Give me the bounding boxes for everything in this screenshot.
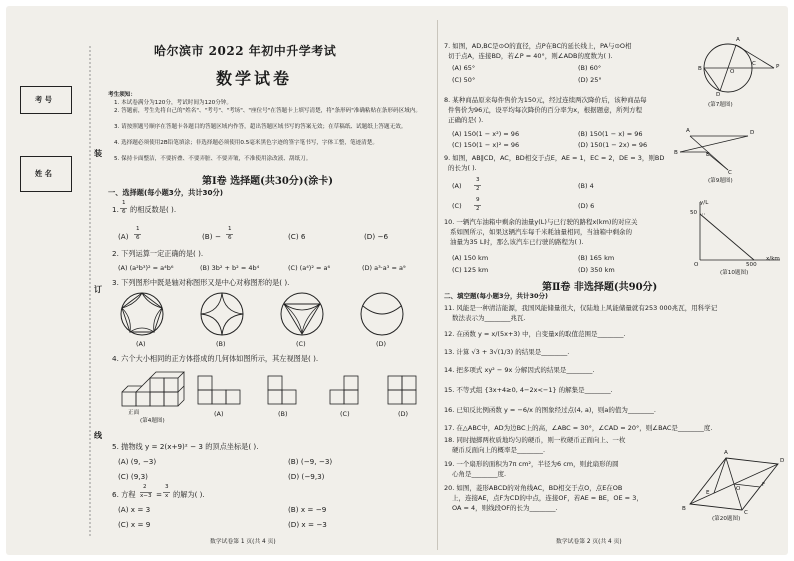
- q6-stem-post: 的解为( ).: [173, 490, 205, 499]
- q9-point-d: D: [750, 130, 755, 136]
- q12: 12. 在函数 y = x/(5x+3) 中，自变量x的取值范围是________.: [444, 330, 626, 338]
- q9-point-c: C: [728, 170, 732, 176]
- q4-label-b[interactable]: (B): [278, 410, 288, 418]
- q20-fig-label: (第20题图): [712, 516, 741, 522]
- q10-y-tick: 50: [690, 210, 698, 216]
- q20-point-o: O: [736, 486, 741, 492]
- part1-title: 第Ⅰ卷 选择题(共30分)(涂卡): [202, 176, 334, 187]
- q10-x-tick: 500: [746, 262, 757, 268]
- q8-stem-line1: 8. 某种商品原来每件售价为150元，经过连续两次降价后，该种商品每: [444, 96, 647, 104]
- note-line: 3. 请按照题号顺序在答题卡各题目的答题区域内作答，超出答题区域书写的答案无效；在草稿纸、试题纸上答题无效。: [114, 124, 407, 130]
- q8-option-c[interactable]: (C) 150(1 − x)² = 96: [452, 141, 520, 149]
- q4-fig-label: (第4题图): [140, 418, 165, 424]
- exam-number-label: 考 号: [35, 95, 52, 104]
- q7-point-a: A: [736, 37, 740, 43]
- q10-option-d[interactable]: (D) 350 km: [578, 266, 615, 274]
- frac-num: 1: [136, 226, 140, 232]
- q7-point-b: B: [698, 66, 702, 72]
- binding-char-3: 线: [94, 431, 102, 440]
- q1-stem-text: 的相反数是( ).: [130, 205, 177, 214]
- q9-option-c[interactable]: (C): [452, 202, 462, 210]
- q19-line2: 心角是________度.: [452, 470, 507, 478]
- part2-title: 第Ⅱ卷 非选择题(共90分): [542, 282, 658, 293]
- frac-num: 9: [476, 197, 480, 203]
- q4-figures: [118, 368, 428, 416]
- q20-line1: 20. 如图，菱形ABCD的对角线AC，BD相交于点O，点E在OB: [444, 484, 623, 492]
- note-line: 2. 答题前，考生先将自己的"姓名"、"考号"、"考场"、"座位号"在答题卡上填写清楚，将"条形码"准确粘贴在条形码区域内。: [114, 108, 421, 114]
- q10-stem-line2: 系如图所示，如果这辆汽车每千米耗油量相同，当油箱中剩余的: [450, 228, 632, 236]
- q10-origin: O: [694, 262, 699, 268]
- q20-point-f: F: [762, 482, 766, 488]
- q10-stem-line3: 油量为35 L时，那么该汽车已行驶的路程为( ).: [450, 238, 584, 246]
- frac-den: 2: [476, 186, 480, 192]
- q4-view-c: [330, 376, 358, 404]
- q1-option-d[interactable]: (D) −6: [364, 232, 389, 241]
- q6-option-a[interactable]: (A) x = 3: [118, 505, 151, 514]
- q7-point-d: D: [716, 92, 721, 98]
- q7-option-c[interactable]: (C) 50°: [452, 76, 476, 84]
- q8-option-a[interactable]: (A) 150(1 − x²) = 96: [452, 130, 520, 138]
- frac-num: 3: [476, 177, 480, 183]
- q4-front-label: 正面: [128, 410, 140, 416]
- q5-option-b[interactable]: (B) (−9, −3): [288, 457, 333, 466]
- q18-line1: 18. 同时抛掷两枚质地均匀的硬币，则一枚硬币正面向上、一枚: [444, 436, 626, 444]
- q4-stem: 4. 六个大小相同的正方体搭成的几何体如图所示，其左视图是( ).: [112, 354, 319, 363]
- q16: 16. 已知反比例函数 y = −6/x 的图象经过点(4, a)，则a的值为________.: [444, 406, 656, 414]
- q6-option-b[interactable]: (B) x = −9: [288, 505, 327, 514]
- q5-stem: 5. 抛物线 y = 2(x+9)² − 3 的顶点坐标是( ).: [112, 442, 259, 451]
- q3-label-c[interactable]: (C): [296, 340, 306, 348]
- binding-char-1: 装: [94, 149, 102, 158]
- part1-section: 一、选择题(每小题3分，共计30分): [108, 188, 224, 197]
- frac-num: 2: [143, 484, 147, 490]
- q7-stem-line1: 7. 如图，AD,BC是⊙O的直径，点P在BC的延长线上，PA与⊙O相: [444, 42, 632, 50]
- q20-point-b: B: [682, 506, 686, 512]
- q8-option-b[interactable]: (B) 150(1 − x) = 96: [578, 130, 643, 138]
- q10-fig-label: (第10题图): [720, 270, 749, 276]
- q18-line2: 硬币反面向上的概率是________.: [452, 446, 546, 454]
- q15: 15. 不等式组 {3x+4≥0, 4−2x<−1} 的解集是________.: [444, 386, 613, 394]
- q11-line2: 数法表示为________兆瓦.: [452, 314, 526, 322]
- exam-subtitle: 数学试卷: [216, 69, 293, 88]
- q9-fig-label: (第9题图): [708, 178, 733, 184]
- q3-stem: 3. 下列图形中既是轴对称图形又是中心对称图形的是( ).: [112, 278, 290, 287]
- q1-option-a[interactable]: (A): [118, 232, 129, 241]
- q9-option-a[interactable]: (A): [452, 182, 462, 190]
- q3-figure-c: [281, 293, 323, 335]
- q2-option-b[interactable]: (B) 3b² + b² = 4b⁴: [200, 264, 260, 272]
- q3-figure-d: [361, 293, 403, 335]
- note-line: 4. 选择题必须使用2B铅笔填涂；非选择题必须使用0.5毫米黑色字迹的签字笔书写，字体工整，笔迹清楚。: [114, 140, 378, 146]
- q20-point-d: D: [780, 458, 785, 464]
- q14: 14. 把多项式 xy² − 9x 分解因式的结果是________.: [444, 366, 595, 374]
- q9-point-e: E: [706, 152, 710, 158]
- q2-stem: 2. 下列运算一定正确的是( ).: [112, 249, 204, 258]
- q5-option-a[interactable]: (A) (9, −3): [118, 457, 157, 466]
- q4-label-a[interactable]: (A): [214, 410, 224, 418]
- q10-option-a[interactable]: (A) 150 km: [452, 254, 489, 262]
- q6-option-c[interactable]: (C) x = 9: [118, 520, 151, 529]
- q9-stem-line1: 9. 如图，AB∥CD，AC，BD相交于点E，AE = 1，EC = 2，DE = 3，则BD: [444, 154, 665, 162]
- exam-sheet: 考 号 姓 名 装 订 线 哈尔滨市 2022 年初中升学考试 数学试卷 考生须知： 1. 本试卷满分为120分，考试时间为120分钟。 2. 答题前，考生先将自己的"姓名"、"考号"、"考场"、"座位号"在答题卡上填写清楚，将"条形码"准确粘贴在条形码区域内。 3. 请按照题号顺序在答题卡各题目的答题区域内作答，超出答题区域书写的答案无效；在草稿纸、试题纸上答题无效。 4. 选择题必须使用2B铅笔填涂；非选择题必须使用0.5毫米黑色字迹的签字笔书写，字体工整，笔迹清楚。 5. 保持卡面整洁，不要折叠、不要弄脏、不要弄皱，不准使用涂改液、刮纸刀。 第Ⅰ卷 选择题(共30分)(涂卡) 一、选择题(每小题3分，共计30分) 1. 1 6 的相反数是( ). (A) 1 6 (B) − 1 6 (C) 6 (D) −6 2. 下列运算一定正确的是( ). (A) (a²b³)² = a⁴b⁶ (B) 3b² + b² = 4b⁴ (C) (a⁴)² = a⁶ (D) a³·a³ = a⁹ 3. 下列图形中既是轴对称图形又是中心对称图形的是( ). (A) (B) (C) (D) 4. 六个大小相同的正方体搭成的几何体如图所示，其左视图是( ). 正面 (第4题图) (A) (B) (C) (D) 5. 抛物线 y = 2(x+9)² − 3 的顶点坐标是( ). (A) (9, −3) (B) (−9, −3) (C) (9,3) (D) (−9,3) 6. 方程 2 x−3 = 3 x 的解为( ). (A) x = 3 (B) x = −9 (C) x = 9 (D) x = −3 数学试卷第 1 页(共 4 页) 7. 如图，AD,BC是⊙O的直径，点P在BC的延长线上，PA与⊙O相 切于点A，连接BD，若∠P = 40°，则∠ADB的度数为( ). (A) 65° (B) 60° (C) 50° (D) 25° A B C D O P (第7题图) 8. 某种商品原来每件售价为150元，经过连续两次降价后，该种商品每 件售价为96元，设平均每次降价的百分率为x，根据题意，所列方程 正确的是( ). (A) 150(1 − x²) = 96 (B) 150(1 − x) = 96 (C) 150(1 − x)² = 96 (D) 150(1 − 2x) = 96 A B C D E (第9题图) 9. 如图，AB∥CD，AC，BD相交于点E，AE = 1，EC = 2，DE = 3，则BD 的长为( ). (A) 3 2 (B) 4 (C) 9 2 (D) 6 10. 一辆汽车油箱中剩余的油量y(L)与已行驶的路程x(km)的对应关 系如图所示，如果这辆汽车每千米耗油量相同，当油箱中剩余的 油量为35 L时，那么该汽车已行驶的路程为( ). (A) 150 km (B) 165 km (C) 125 km (D) 350 km y/L 50 O 500 x/km (第10题图) 第Ⅱ卷 非选择题(共90分) 二、填空题(每小题3分，共计30分) 11. 风能是一种清洁能源，我国风能储量很大，仅陆地上风能储量就有253 000兆瓦，用科学记 数法表示为________兆瓦. 12. 在函数 y = x/(5x+3) 中，自变量x的取值范围是________. 13. 计算 √3 + 3√(1/3) 的结果是________. 14. 把多项式 xy² − 9x 分解因式的结果是________. 15. 不等式组 {3x+4≥0, 4−2x<−1} 的解集是________. 16. 已知反比例函数 y = −6/x 的图象经过点(4, a)，则a的值为________. 17. 在△ABC中，AD为边BC上的高，∠ABC = 30°，∠CAD = 20°，则∠BAC是________度. 18. 同时抛掷两枚质地均匀的硬币，则一枚硬币正面向上、一枚 硬币反面向上的概率是________. 19. 一个扇形的面积为7π cm²，半径为6 cm，则此扇形的圆 心角是________度. 20. 如图，菱形ABCD的对角线AC，BD相交于点O，点E在OB 上，连接AE，点F为CD的中点，连接OF，若AE = BE，OE = 3， OA = 4，则线段OF的长为________. A B C D E F O (第20题图) 数学试卷第 2 页(共 4 页): [6, 6, 788, 555]
- q5-option-c[interactable]: (C) (9,3): [118, 472, 148, 481]
- q8-option-d[interactable]: (D) 150(1 − 2x) = 96: [578, 141, 648, 149]
- q13: 13. 计算 √3 + 3√(1/3) 的结果是________.: [444, 348, 570, 356]
- frac-den: 2: [476, 206, 480, 212]
- q10-option-c[interactable]: (C) 125 km: [452, 266, 489, 274]
- q8-stem-line2: 件售价为96元，设平均每次降价的百分率为x，根据题意，所列方程: [448, 106, 643, 114]
- binding-char-2: 订: [94, 285, 102, 294]
- q2-option-a[interactable]: (A) (a²b³)² = a⁴b⁶: [118, 264, 174, 272]
- q3-figures: [118, 290, 428, 342]
- q20-point-a: A: [724, 450, 728, 456]
- q10-y-axis-label: y/L: [700, 200, 709, 206]
- q4-view-b: [268, 376, 296, 404]
- q7-option-a[interactable]: (A) 65°: [452, 64, 476, 72]
- q3-label-b[interactable]: (B): [216, 340, 226, 348]
- frac-den: x−3: [140, 493, 152, 499]
- frac-den: x: [165, 493, 169, 499]
- q5-option-d[interactable]: (D) (−9,3): [288, 472, 325, 481]
- q11-line1: 11. 风能是一种清洁能源，我国风能储量很大，仅陆地上风能储量就有253 000兆瓦，用科学记: [444, 304, 718, 312]
- q3-figure-b: [201, 293, 243, 335]
- q2-option-c[interactable]: (C) (a⁴)² = a⁶: [288, 264, 331, 272]
- q20-point-e: E: [706, 490, 710, 496]
- exam-title: 哈尔滨市 2022 年初中升学考试: [154, 44, 337, 58]
- q7-point-c: C: [752, 61, 756, 67]
- note-line: 1. 本试卷满分为120分，考试时间为120分钟。: [114, 100, 232, 106]
- q10-x-axis-label: x/km: [766, 256, 780, 262]
- q9-option-d[interactable]: (D) 6: [578, 202, 595, 210]
- q19-line1: 19. 一个扇形的面积为7π cm²，半径为6 cm，则此扇形的圆: [444, 460, 619, 468]
- q4-view-d: [388, 376, 416, 404]
- q3-label-a[interactable]: (A): [136, 340, 146, 348]
- q7-fig-label: (第7题图): [708, 102, 733, 108]
- q7-point-o: O: [730, 69, 735, 75]
- q7-option-b[interactable]: (B) 60°: [578, 64, 602, 72]
- q7-stem-line2: 切于点A，连接BD，若∠P = 40°，则∠ADB的度数为( ).: [448, 52, 613, 60]
- frac-num: 3: [165, 484, 169, 490]
- q1-option-c[interactable]: (C) 6: [288, 232, 306, 241]
- note-line: 5. 保持卡面整洁，不要折叠、不要弄脏、不要弄皱，不准使用涂改液、刮纸刀。: [114, 156, 312, 162]
- q6-stem-pre: 6. 方程: [112, 490, 136, 499]
- q17: 17. 在△ABC中，AD为边BC上的高，∠ABC = 30°，∠CAD = 20°，则∠BAC是________度.: [444, 424, 713, 432]
- q7-option-d[interactable]: (D) 25°: [578, 76, 602, 84]
- q3-label-d[interactable]: (D): [376, 340, 387, 348]
- left-footer: 数学试卷第 1 页(共 4 页): [210, 539, 276, 545]
- q10-option-b[interactable]: (B) 165 km: [578, 254, 615, 262]
- q4-view-a: [198, 376, 240, 404]
- q9-point-b: B: [674, 150, 678, 156]
- q9-option-b[interactable]: (B) 4: [578, 182, 594, 190]
- page-fold: [437, 20, 438, 550]
- q4-label-d[interactable]: (D): [398, 410, 409, 418]
- part2-section: 二、填空题(每小题3分，共计30分): [444, 292, 549, 300]
- q7-figure: [696, 36, 780, 102]
- q6-option-d[interactable]: (D) x = −3: [288, 520, 327, 529]
- q4-solid: [122, 372, 184, 406]
- q9-point-a: A: [686, 128, 690, 134]
- q20-line3: OA = 4，则线段OF的长为________.: [452, 504, 558, 512]
- right-footer: 数学试卷第 2 页(共 4 页): [556, 539, 622, 545]
- frac-num: 1: [122, 200, 126, 206]
- frac-den: 6: [122, 209, 126, 215]
- q10-stem-line1: 10. 一辆汽车油箱中剩余的油量y(L)与已行驶的路程x(km)的对应关: [444, 218, 638, 226]
- q2-option-d[interactable]: (D) a³·a³ = a⁹: [362, 264, 406, 272]
- q1-stem: 1.: [112, 205, 119, 214]
- q8-stem-line3: 正确的是( ).: [448, 116, 484, 124]
- q4-label-c[interactable]: (C): [340, 410, 350, 418]
- q9-stem-line2: 的长为( ).: [448, 164, 477, 172]
- q20-point-c: C: [744, 510, 748, 516]
- frac-den: 6: [228, 235, 232, 241]
- name-label: 姓 名: [35, 169, 52, 178]
- q3-figure-a: [121, 293, 163, 335]
- notes-heading: 考生须知：: [108, 92, 136, 98]
- q20-figure: [686, 456, 785, 514]
- frac-den: 6: [136, 235, 140, 241]
- q1-option-b[interactable]: (B) −: [202, 232, 221, 241]
- q20-line2: 上，连接AE，点F为CD的中点，连接OF，若AE = BE，OE = 3，: [452, 494, 643, 502]
- frac-num: 1: [228, 226, 232, 232]
- q7-point-p: P: [776, 64, 780, 70]
